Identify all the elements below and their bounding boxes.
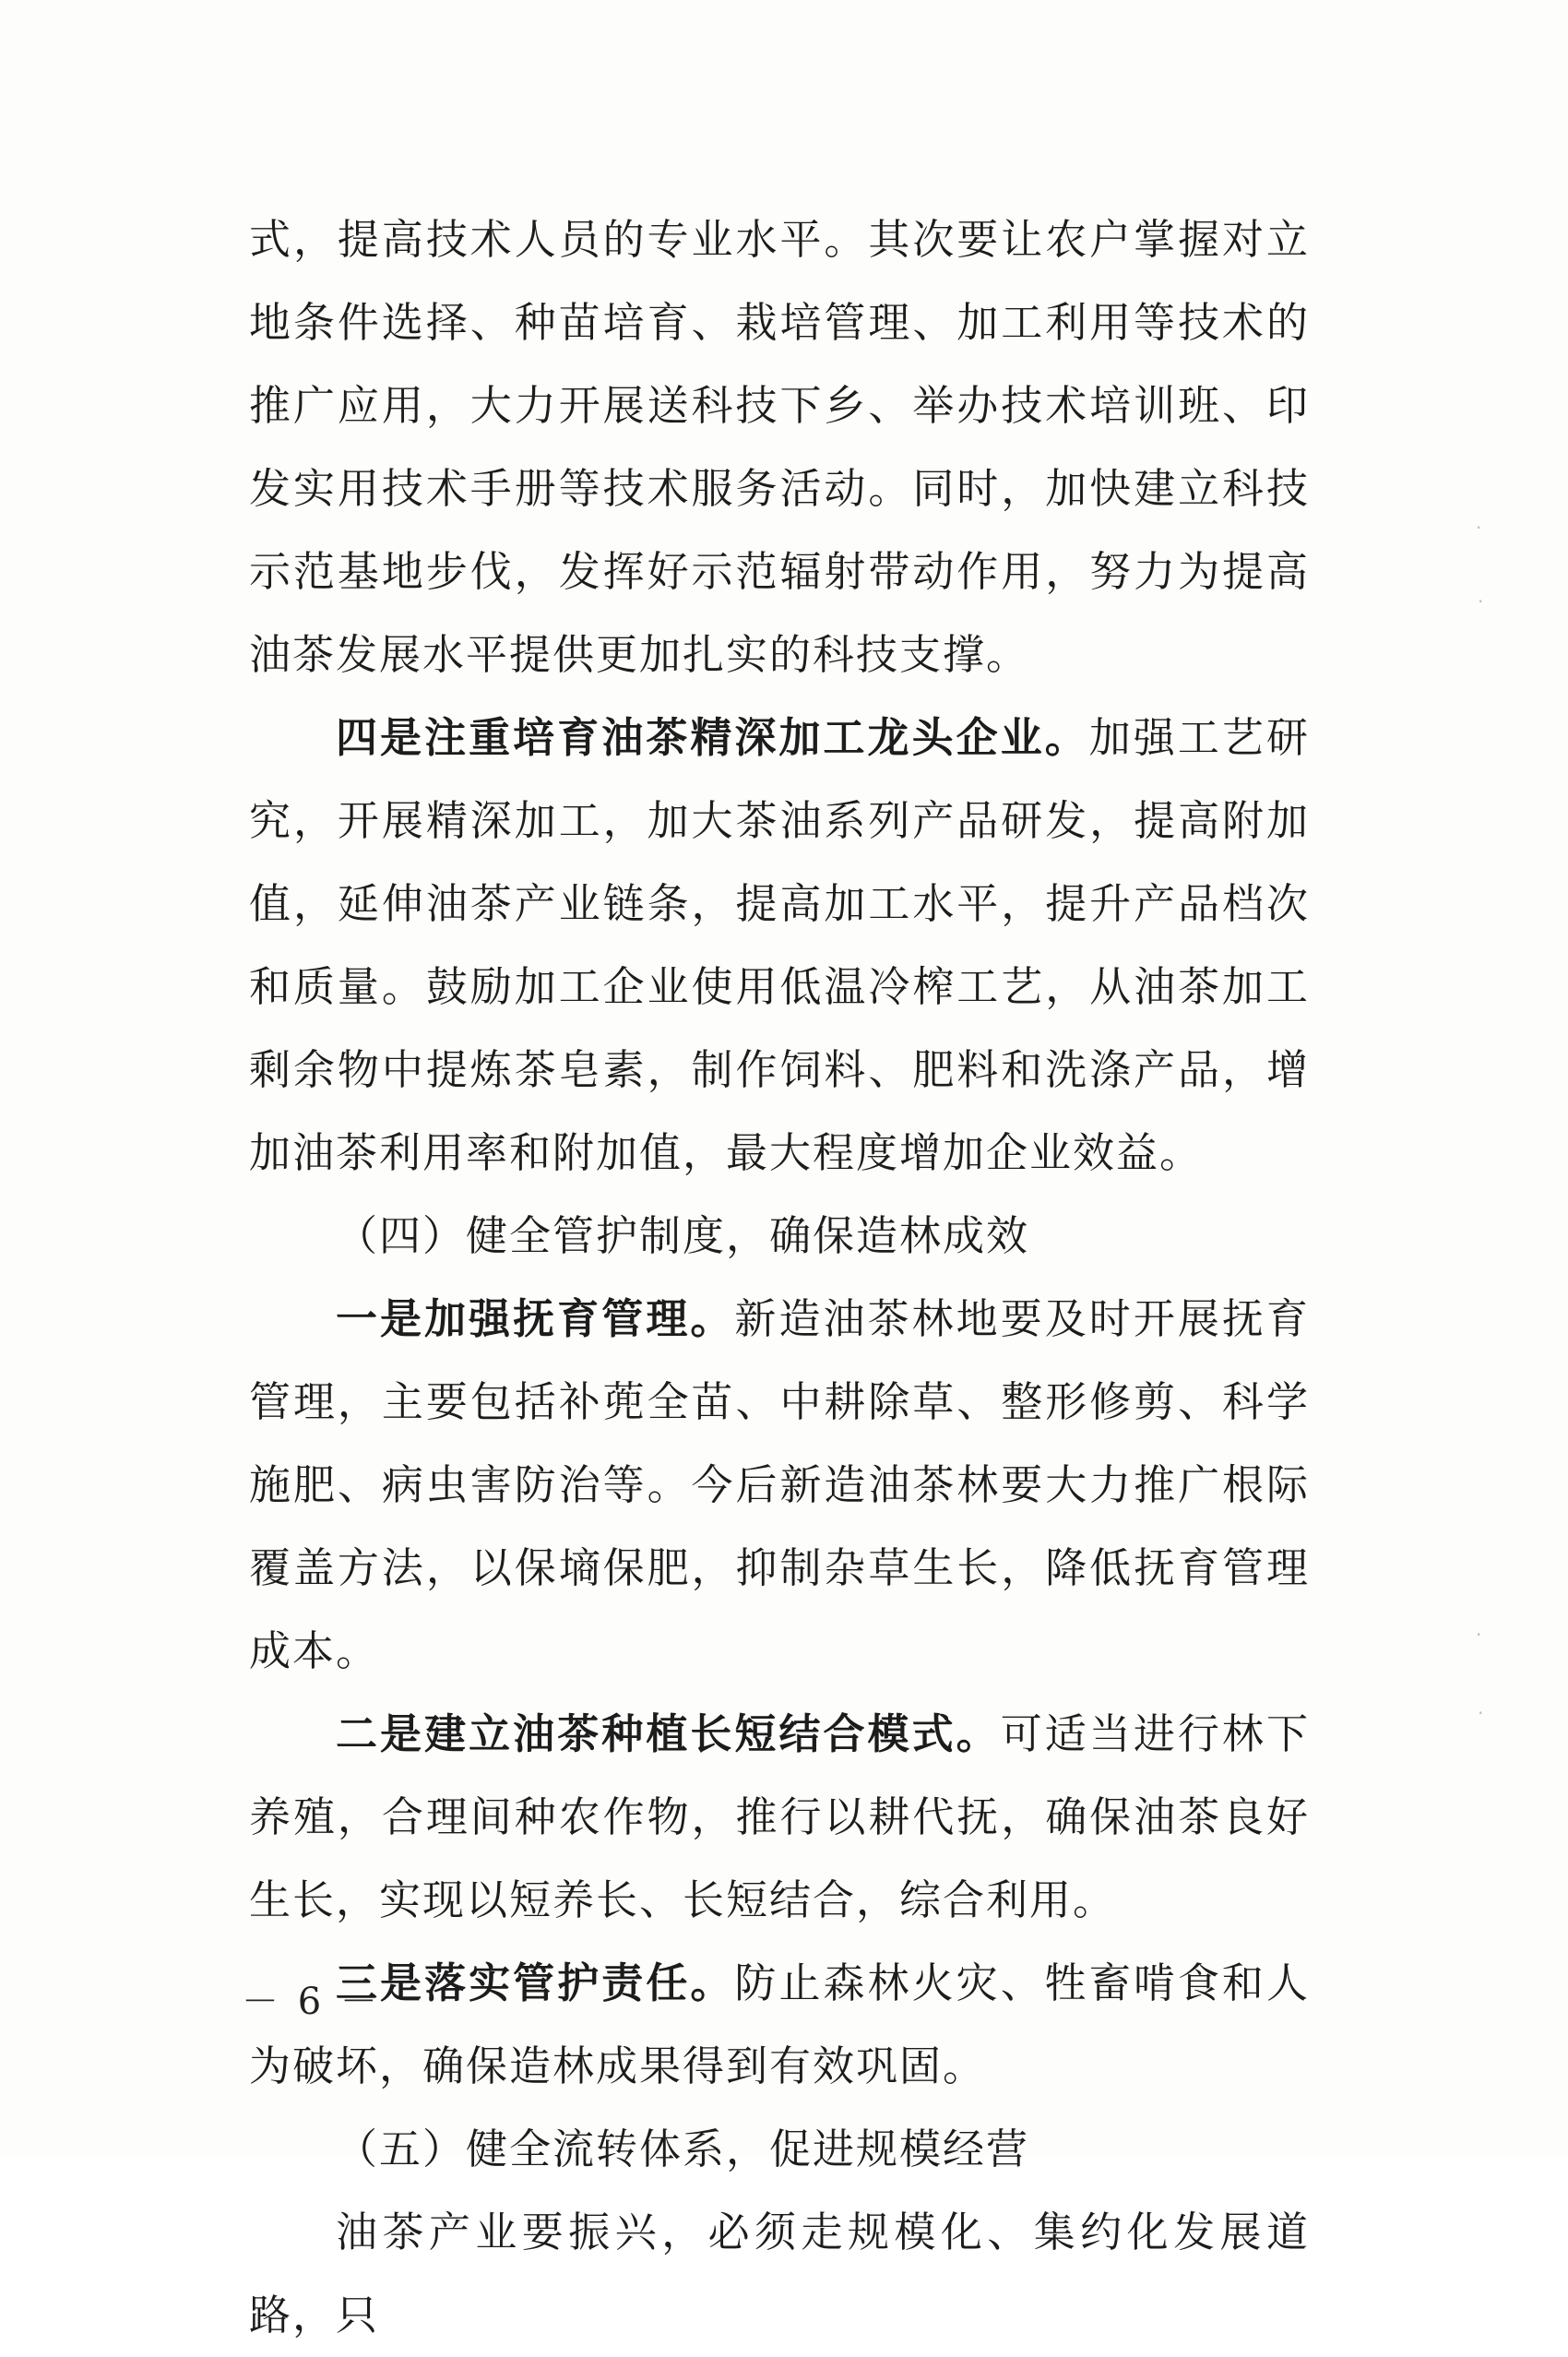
paragraph-tech-support [249, 198, 1310, 696]
scan-artifact: · [1476, 517, 1482, 539]
paragraph-lead: 一是加强抚育管理。 [336, 1294, 735, 1343]
document-body [249, 198, 1310, 2357]
paragraph-text: 可适当进行林下养殖，合理间种农作物，推行以耕代抚，确保油茶良好生长，实现以短养长、长短结合，综合利用。 [249, 1709, 1310, 1924]
paragraph-lead: 四是注重培育油茶精深加工龙头企业。 [336, 713, 1089, 762]
paragraph-text: 防止森林火灾、牲畜啃食和人为破坏，确保造林成果得到有效巩固。 [249, 1958, 1310, 2090]
paragraph-lead: 三是落实管护责任。 [336, 1958, 735, 2007]
paragraph-processing-enterprises [249, 696, 1310, 1195]
paragraph-protection-responsibility [249, 1942, 1310, 2108]
paragraph-text: 加强工艺研究，开展精深加工，加大茶油系列产品研发，提高附加值，延伸油茶产业链条，提高加工水平，提升产品档次和质量。鼓励加工企业使用低温冷榨工艺，从油茶加工剩余物中提炼茶皂素，制作饲料、肥料和洗涤产品，增加油茶利用率和附加值，最大程度增加企业效益。 [249, 713, 1310, 1177]
page-number: － 6 － [242, 1981, 381, 2023]
paragraph-scale-operation [249, 2191, 1310, 2357]
scan-artifact: · [1476, 1624, 1482, 1646]
paragraph-text: 油茶产业要振兴，必须走规模化、集约化发展道路，只 [249, 2208, 1310, 2339]
heading-text: （五）健全流转体系，促进规模经营 [336, 2125, 1030, 2173]
scan-artifact: · [1478, 1702, 1484, 1724]
paragraph-text: 式，提高技术人员的专业水平。其次要让农户掌握对立地条件选择、种苗培育、栽培管理、加工利用等技术的推广应用，大力开展送科技下乡、举办技术培训班、印发实用技术手册等技术服务活动。同时，加快建立科技示范基地步伐，发挥好示范辐射带动作用，努力为提高油茶发展水平提供更加扎实的科技支撑。 [249, 215, 1310, 679]
paragraph-lead: 二是建立油茶种植长短结合模式。 [336, 1709, 1001, 1758]
scan-artifact: · [1478, 590, 1484, 613]
paragraph-planting-model [249, 1693, 1310, 1942]
paragraph-text: 新造油茶林地要及时开展抚育管理，主要包括补蔸全苗、中耕除草、整形修剪、科学施肥、病虫害防治等。今后新造油茶林要大力推广根际覆盖方法，以保墒保肥，抑制杂草生长，降低抚育管理成本。 [249, 1294, 1310, 1675]
heading-text: （四）健全管护制度，确保造林成效 [336, 1211, 1030, 1260]
paragraph-tending-management [249, 1278, 1310, 1693]
section-heading-circulation [249, 2108, 1310, 2191]
section-heading-management [249, 1195, 1310, 1278]
